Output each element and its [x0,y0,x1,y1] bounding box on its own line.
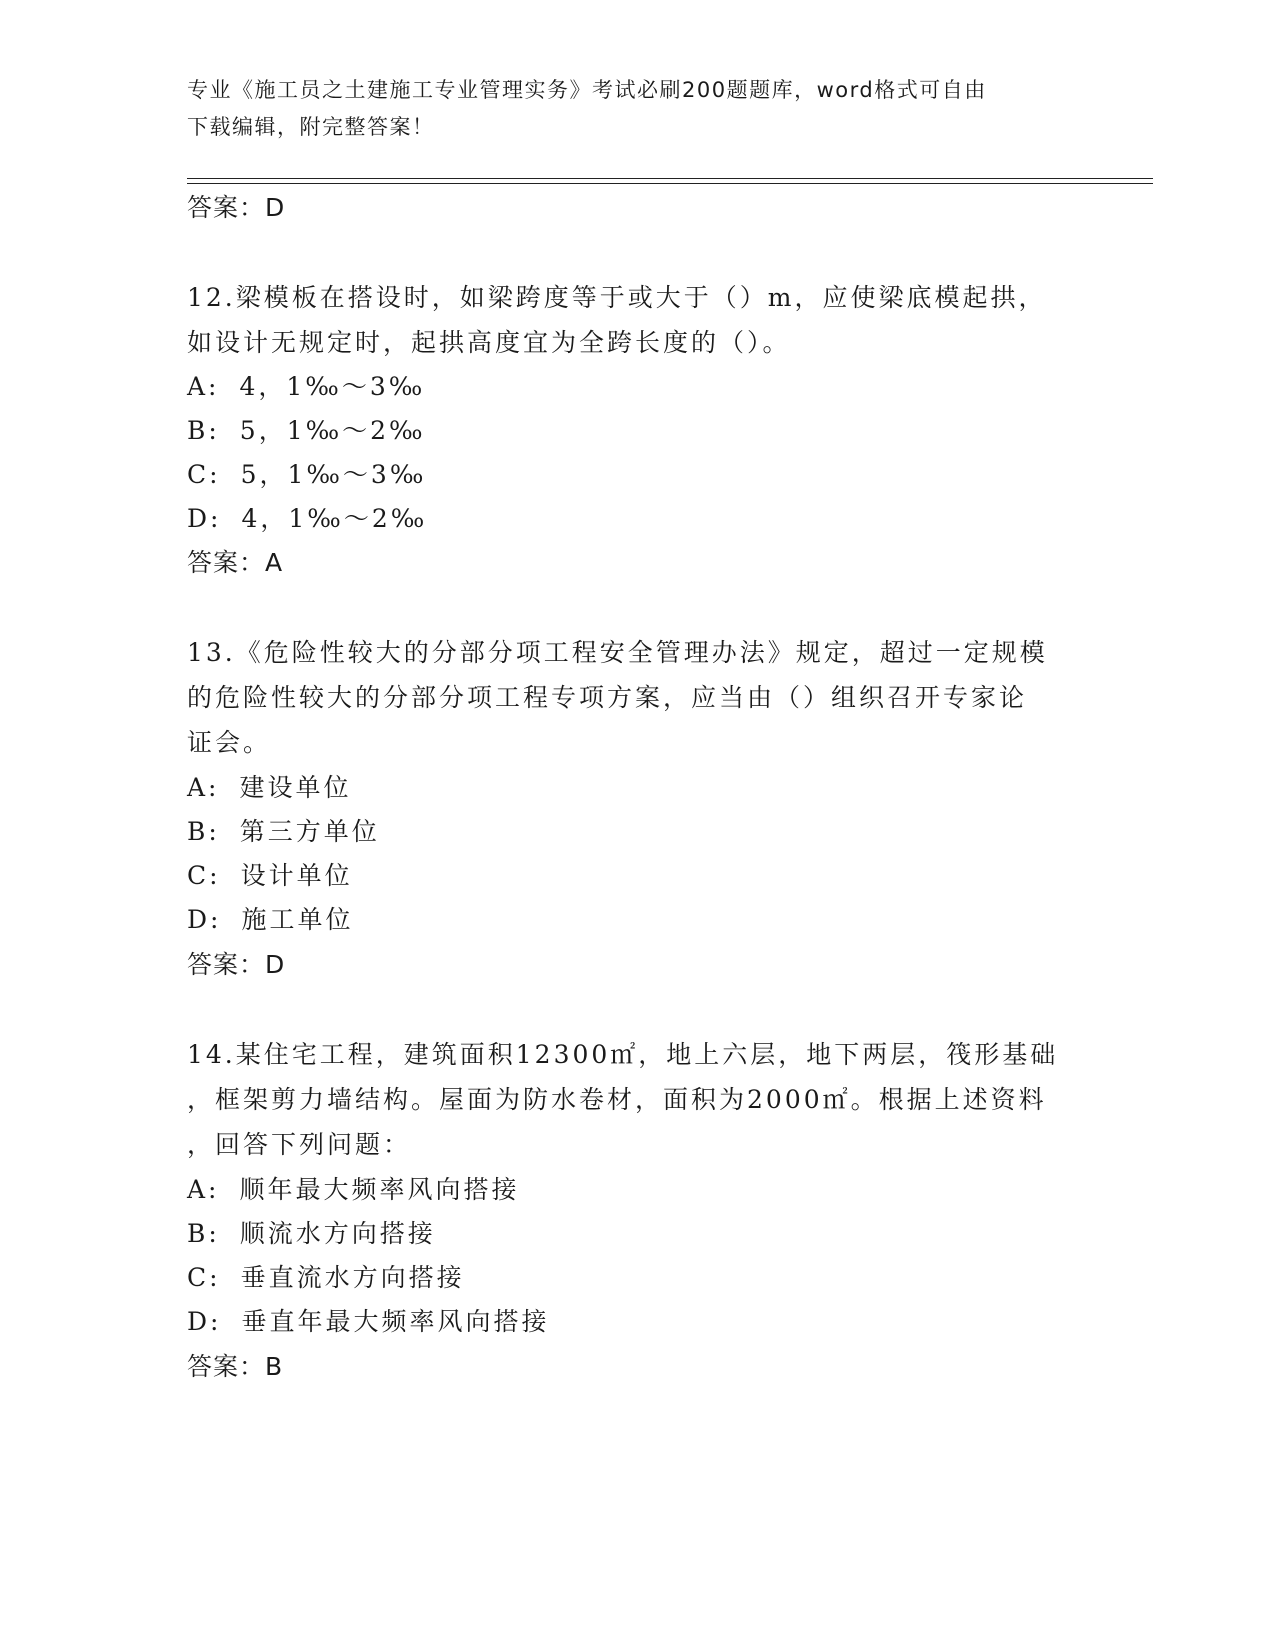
question-12-answer [187,543,283,583]
option-letter: C: [187,460,221,489]
option-letter: A: [187,773,220,802]
question-14-option-a [187,1170,520,1210]
header-divider-bottom [187,183,1153,184]
answer-value: B [265,1352,284,1381]
question-line: ，回答下列问题： [187,1130,412,1159]
question-14-option-c [187,1258,465,1298]
question-14-option-b [187,1214,436,1254]
option-letter: D: [187,905,222,934]
option-letter: D: [187,1307,222,1336]
header-divider-top [187,178,1153,179]
option-letter: D: [187,504,222,533]
question-12-text [187,275,1087,365]
option-text: 4，1‰～2‰ [241,504,428,533]
answer-value: A [265,548,284,577]
answer-value: D [265,950,286,979]
option-text: 建设单位 [239,773,352,802]
option-letter: C: [187,1263,221,1292]
question-12-option-c [187,455,426,495]
option-letter: A: [187,1175,220,1204]
option-text: 垂直流水方向搭接 [240,1263,465,1292]
header-line-2: 下载编辑，附完整答案！ [187,115,435,139]
question-13-option-a [187,768,352,808]
question-14-answer [187,1347,283,1387]
question-line: ，框架剪力墙结构。屋面为防水卷材，面积为2000㎡。根据上述资料 [187,1085,1047,1114]
option-text: 5，1‰～3‰ [240,460,427,489]
option-text: 顺流水方向搭接 [239,1219,436,1248]
option-text: 顺年最大频率风向搭接 [239,1175,520,1204]
option-letter: B: [187,817,220,846]
option-letter: C: [187,861,221,890]
question-13-answer [187,945,285,985]
option-text: 施工单位 [241,905,354,934]
option-letter: A: [187,372,220,401]
question-14-option-d [187,1302,549,1342]
question-12-option-d [187,499,427,539]
answer-label: 答案： [187,193,266,222]
question-14-text [187,1032,1087,1167]
question-13-text [187,630,1087,765]
question-line: 13.《危险性较大的分部分项工程安全管理办法》规定，超过一定规模 [187,638,1048,667]
option-text: 垂直年最大频率风向搭接 [241,1307,550,1336]
question-13-option-d [187,900,353,940]
header-line-1: 专业《施工员之土建施工专业管理实务》考试必刷200题题库，word格式可自由 [187,78,987,102]
answer-label: 答案： [187,1352,266,1381]
option-text: 4，1‰～3‰ [239,372,426,401]
question-line: 14.某住宅工程，建筑面积12300㎡，地上六层，地下两层，筏形基础 [187,1040,1059,1069]
option-text: 第三方单位 [239,817,380,846]
question-line: 证会。 [187,728,272,757]
answer-value: D [265,193,286,222]
previous-answer [187,188,285,228]
option-text: 设计单位 [240,861,353,890]
option-letter: B: [187,1219,220,1248]
document-header [187,72,1067,146]
question-line: 12.梁模板在搭设时，如梁跨度等于或大于（）m，应使梁底模起拱， [187,283,1047,312]
question-12-option-b [187,411,426,451]
answer-label: 答案： [187,950,266,979]
question-13-option-b [187,812,380,852]
answer-label: 答案： [187,548,266,577]
question-line: 的危险性较大的分部分项工程专项方案，应当由（）组织召开专家论 [187,683,1028,712]
option-text: 5，1‰～2‰ [239,416,426,445]
option-letter: B: [187,416,220,445]
question-line: 如设计无规定时，起拱高度宜为全跨长度的（）。 [187,328,791,357]
question-13-option-c [187,856,353,896]
question-12-option-a [187,367,425,407]
